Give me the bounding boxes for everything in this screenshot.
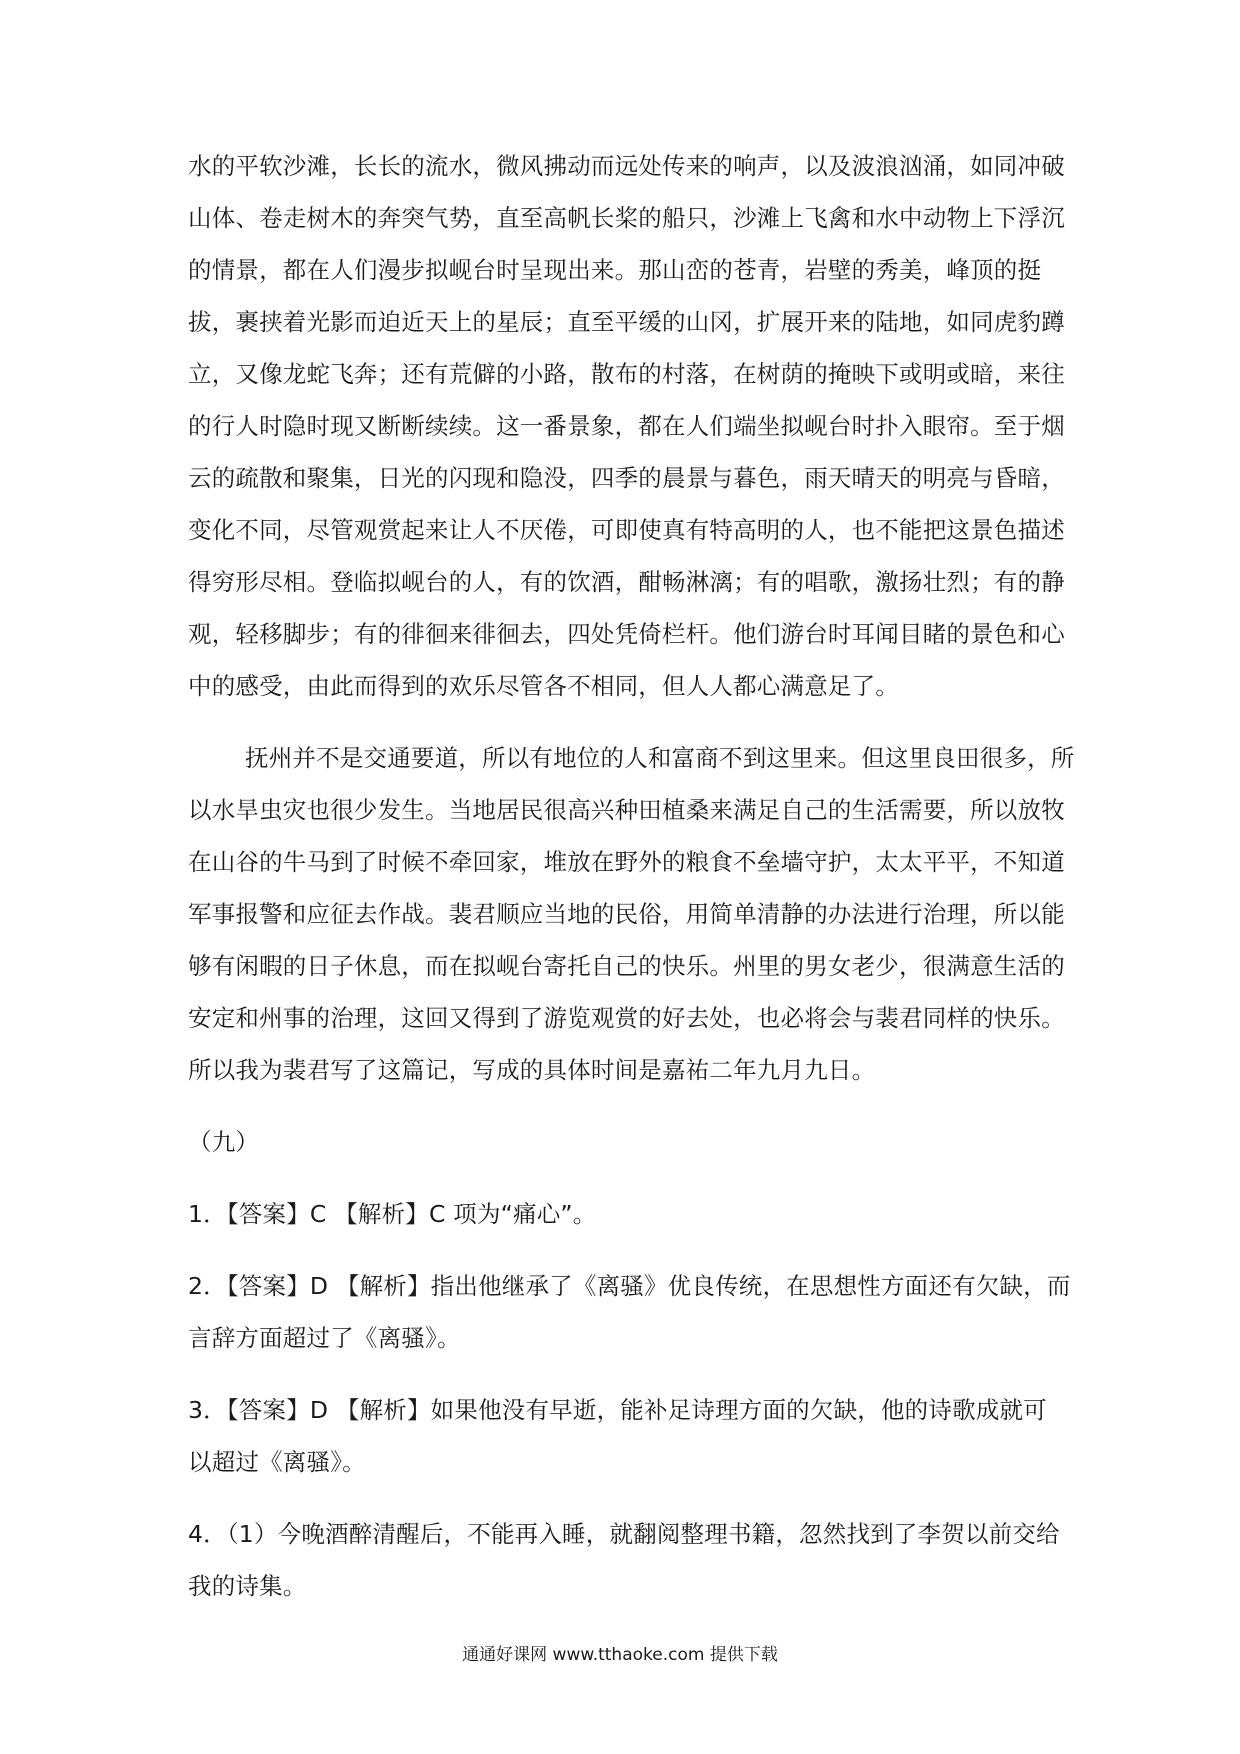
answer-item-2 [188,1260,1071,1364]
text-line: 云的疏散和聚集，日光的闪现和隐没，四季的晨景与暮色，雨天晴天的明亮与昏暗， [188,464,1065,492]
paragraph-scenery [188,140,1065,712]
paragraph-fuzhou [188,732,1075,1096]
section-heading [188,1116,1060,1168]
paragraph-spacer [188,1096,1060,1116]
text-line: 立，又像龙蛇飞奔；还有荒僻的小路，散布的村落，在树荫的掩映下或明或暗，来往 [188,360,1065,388]
answer-item-1 [188,1188,1060,1240]
text-line: 军事报警和应征去作战。裴君顺应当地的民俗，用简单清静的办法进行治理，所以能 [188,900,1065,928]
answer-item-4 [188,1508,1060,1612]
text-line: 以水旱虫灾也很少发生。当地居民很高兴种田植桑来满足自己的生活需要，所以放牧 [188,796,1065,824]
text-line: 以超过《离骚》。 [188,1448,366,1476]
text-line: 3．【答案】D 【解析】如果他没有早逝，能补足诗理方面的欠缺，他的诗歌成就可 [188,1396,1047,1424]
text-line: 拔，裹挟着光影而迫近天上的星辰；直至平缓的山冈，扩展开来的陆地，如同虎豹蹲 [188,308,1065,336]
paragraph-spacer [188,1168,1060,1188]
text-line: 得穷形尽相。登临拟岘台的人，有的饮酒，酣畅淋漓；有的唱歌，激扬壮烈；有的静 [188,568,1065,596]
answer-item-3 [188,1384,1060,1488]
paragraph-spacer [188,1488,1060,1508]
text-line: 山体、卷走树木的奔突气势，直至高帆长桨的船只，沙滩上飞禽和水中动物上下浮沉 [188,204,1065,232]
text-line: 抚州并不是交通要道，所以有地位的人和富商不到这里来。但这里良田很多，所 [245,744,1075,772]
text-line: 我的诗集。 [188,1572,307,1600]
text-line: 观，轻移脚步；有的徘徊来徘徊去，四处凭倚栏杆。他们游台时耳闻目睹的景色和心 [188,620,1065,648]
text-line: 水的平软沙滩，长长的流水，微风拂动而远处传来的响声，以及波浪汹涌，如同冲破 [188,152,1065,180]
paragraph-spacer [188,1240,1060,1260]
text-line: 所以我为裴君写了这篇记，写成的具体时间是嘉祐二年九月九日。 [188,1056,876,1084]
paragraph-spacer [188,712,1060,732]
text-line: 2．【答案】D 【解析】指出他继承了《离骚》优良传统，在思想性方面还有欠缺，而 [188,1272,1071,1300]
text-line: 中的感受，由此而得到的欢乐尽管各不相同，但人人都心满意足了。 [188,672,899,700]
page-footer: 通通好课网 www.tthaoke.com 提供下载 [462,1645,778,1665]
text-line: 安定和州事的治理，这回又得到了游览观赏的好去处，也必将会与裴君同样的快乐。 [188,1004,1065,1032]
text-line: 言辞方面超过了《离骚》。 [188,1324,461,1352]
document-body [188,140,1075,1612]
text-line: 1．【答案】C 【解析】C 项为“痛心”。 [188,1200,597,1228]
text-line: 在山谷的牛马到了时候不牵回家，堆放在野外的粮食不垒墙守护，太太平平，不知道 [188,848,1065,876]
paragraph-spacer [188,1364,1060,1384]
text-line: 的行人时隐时现又断断续续。这一番景象，都在人们端坐拟岘台时扑入眼帘。至于烟 [188,412,1065,440]
section-number: （九） [188,1128,260,1156]
text-line: 变化不同，尽管观赏起来让人不厌倦，可即使真有特高明的人，也不能把这景色描述 [188,516,1065,544]
text-line: 4．（1）今晚酒醉清醒后，不能再入睡，就翻阅整理书籍，忽然找到了李贺以前交给 [188,1520,1060,1548]
text-line: 够有闲暇的日子休息，而在拟岘台寄托自己的快乐。州里的男女老少，很满意生活的 [188,952,1065,980]
text-line: 的情景，都在人们漫步拟岘台时呈现出来。那山峦的苍青，岩壁的秀美，峰顶的挺 [188,256,1042,284]
